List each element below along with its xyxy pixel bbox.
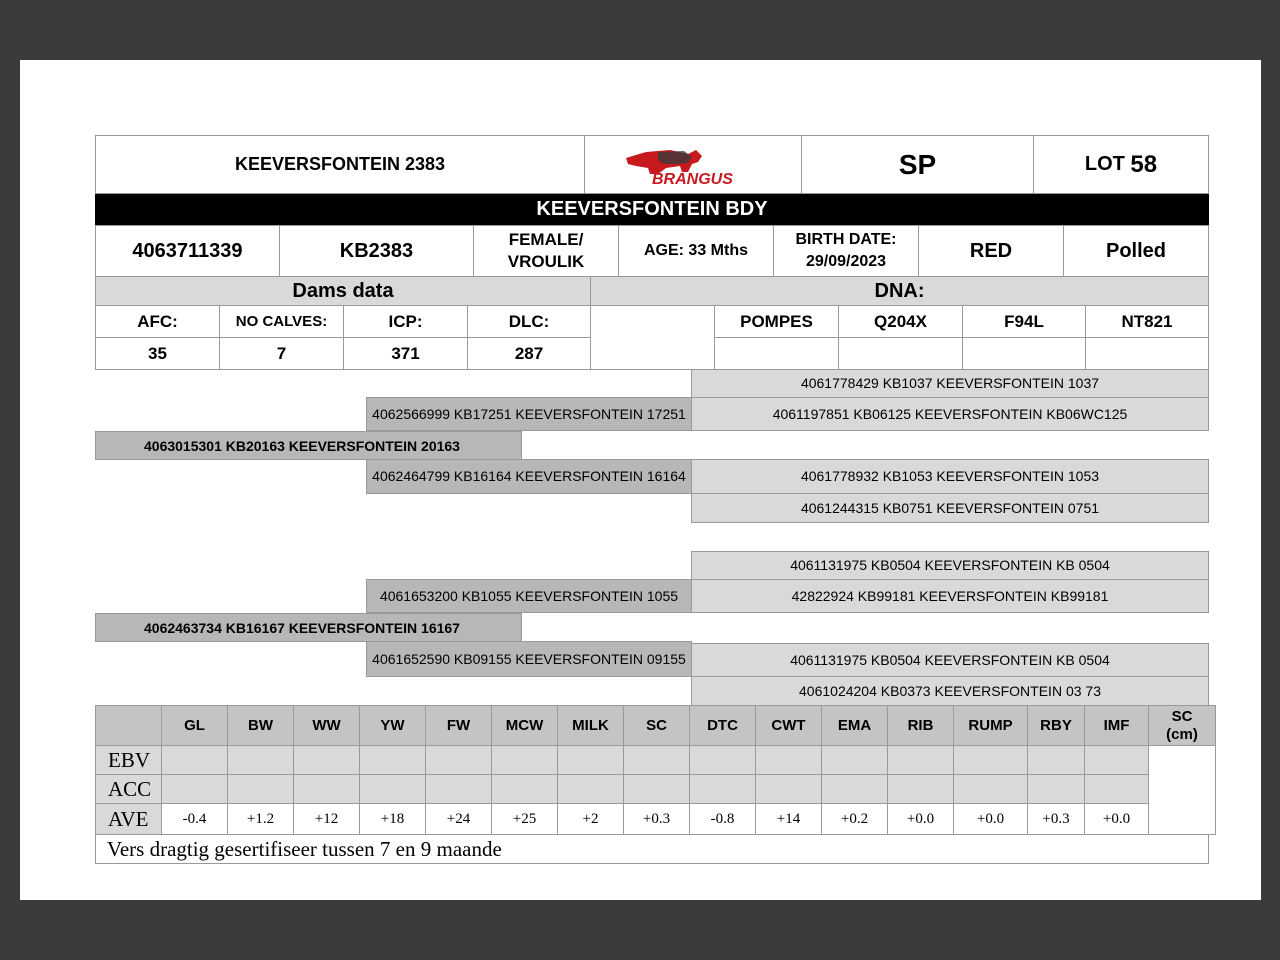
sex-line2: VROULIK — [507, 252, 585, 271]
ebv-value-gl — [161, 745, 228, 775]
dams-header-no-calves: NO CALVES: — [219, 305, 344, 338]
ebv-value-rib — [887, 745, 954, 775]
dna-header-pompes: POMPES — [714, 305, 839, 338]
sex-line1: FEMALE/ — [508, 230, 584, 249]
ebv-col-sc: SC — [623, 705, 690, 746]
acc-value-yw — [359, 774, 426, 804]
acc-value-gl — [161, 774, 228, 804]
pedigree-sire-dam-dam: 4061244315 KB0751 KEEVERSFONTEIN 0751 — [691, 493, 1209, 523]
sex — [473, 225, 619, 277]
ebv-col-sc-cm: SC (cm) — [1148, 705, 1216, 746]
ebv-col-cwt: CWT — [755, 705, 822, 746]
id-number: 4063711339 — [95, 225, 280, 277]
acc-value-fw — [425, 774, 492, 804]
horn-status: Polled — [1063, 225, 1209, 277]
dna-header-nt821: NT821 — [1085, 305, 1209, 338]
dna-value-f94l — [962, 337, 1086, 370]
ebv-col-yw: YW — [359, 705, 426, 746]
ebv-table — [95, 705, 1209, 835]
dna-value-pompes — [714, 337, 839, 370]
acc-value-ww — [293, 774, 360, 804]
ave-value-dtc: -0.8 — [689, 803, 756, 835]
dna-header-q204x: Q204X — [838, 305, 963, 338]
ebv-row-label-ave: AVE — [95, 803, 162, 835]
pedigree-dam: 4062463734 KB16167 KEEVERSFONTEIN 16167 — [95, 613, 522, 642]
ave-value-rib: +0.0 — [887, 803, 954, 835]
svg-text:BRANGUS: BRANGUS — [652, 170, 733, 188]
ebv-col-gl: GL — [161, 705, 228, 746]
animal-name: KEEVERSFONTEIN 2383 — [95, 135, 585, 194]
ebv-row-label-ebv: EBV — [95, 745, 162, 775]
ave-value-gl: -0.4 — [161, 803, 228, 835]
ebv-col-rib: RIB — [887, 705, 954, 746]
birth-date-label: BIRTH DATE: — [795, 231, 897, 248]
acc-value-milk — [557, 774, 624, 804]
breeder-band: KEEVERSFONTEIN BDY — [95, 194, 1209, 225]
ebv-value-ema — [821, 745, 888, 775]
ave-value-sc: +0.3 — [623, 803, 690, 835]
acc-value-mcw — [491, 774, 558, 804]
acc-value-sc — [623, 774, 690, 804]
acc-value-rump — [953, 774, 1028, 804]
ebv-value-rump — [953, 745, 1028, 775]
age: AGE: 33 Mths — [618, 225, 774, 277]
acc-value-ema — [821, 774, 888, 804]
ave-value-ema: +0.2 — [821, 803, 888, 835]
pedigree-dam-sire: 4061653200 KB1055 KEEVERSFONTEIN 1055 — [366, 579, 692, 613]
acc-value-imf — [1084, 774, 1149, 804]
acc-value-bw — [227, 774, 294, 804]
class-code: SP — [801, 135, 1034, 194]
ebv-row-label-acc: ACC — [95, 774, 162, 804]
dams-header-dlc: DLC: — [467, 305, 591, 338]
dams-value-dlc: 287 — [467, 337, 591, 370]
pedigree-dam-dam: 4061652590 KB09155 KEEVERSFONTEIN 09155 — [366, 641, 692, 677]
dna-title: DNA: — [590, 276, 1209, 306]
ebv-value-fw — [425, 745, 492, 775]
acc-value-cwt — [755, 774, 822, 804]
birth-date — [773, 225, 919, 277]
acc-value-dtc — [689, 774, 756, 804]
ebv-value-cwt — [755, 745, 822, 775]
birth-date-value: 29/09/2023 — [805, 253, 887, 270]
pedigree-sire: 4063015301 KB20163 KEEVERSFONTEIN 20163 — [95, 431, 522, 460]
sale-card-page — [20, 60, 1261, 900]
ave-value-mcw: +25 — [491, 803, 558, 835]
pedigree-sire-sire-sire: 4061778429 KB1037 KEEVERSFONTEIN 1037 — [691, 369, 1209, 398]
dna-value-q204x — [838, 337, 963, 370]
lot-label: LOT — [1084, 153, 1125, 175]
ebv-value-milk — [557, 745, 624, 775]
ebv-col-ema: EMA — [821, 705, 888, 746]
lot-number: 58 — [1130, 150, 1158, 178]
lot-box — [1033, 135, 1209, 194]
ebv-value-dtc — [689, 745, 756, 775]
ave-value-rby: +0.3 — [1027, 803, 1085, 835]
pedigree-dam-sire-sire: 4061131975 KB0504 KEEVERSFONTEIN KB 0504 — [691, 551, 1209, 580]
pedigree-sire-dam-sire: 4061778932 KB1053 KEEVERSFONTEIN 1053 — [691, 459, 1209, 494]
acc-value-rib — [887, 774, 954, 804]
ebv-col-dtc: DTC — [689, 705, 756, 746]
ebv-value-ww — [293, 745, 360, 775]
dna-value-nt821 — [1085, 337, 1209, 370]
ebv-col-mcw: MCW — [491, 705, 558, 746]
ebv-value-mcw — [491, 745, 558, 775]
ebv-col-imf: IMF — [1084, 705, 1149, 746]
ave-value-rump: +0.0 — [953, 803, 1028, 835]
ebv-col-rump: RUMP — [953, 705, 1028, 746]
ebv-col-milk: MILK — [557, 705, 624, 746]
colour: RED — [918, 225, 1064, 277]
ebv-value-yw — [359, 745, 426, 775]
dams-header-icp: ICP: — [343, 305, 468, 338]
dna-header-f94l: F94L — [962, 305, 1086, 338]
ave-value-bw: +1.2 — [227, 803, 294, 835]
ebv-value-imf — [1084, 745, 1149, 775]
pedigree-dam-sire-dam: 42822924 KB99181 KEEVERSFONTEIN KB99181 — [691, 579, 1209, 613]
ebv-value-bw — [227, 745, 294, 775]
pedigree-sire-sire: 4062566999 KB17251 KEEVERSFONTEIN 17251 — [366, 397, 692, 431]
pedigree-dam-dam-sire: 4061131975 KB0504 KEEVERSFONTEIN KB 0504 — [691, 643, 1209, 677]
ebv-sc-cm-value — [1148, 745, 1216, 835]
ebv-col-bw: BW — [227, 705, 294, 746]
pedigree-sire-dam: 4062464799 KB16164 KEEVERSFONTEIN 16164 — [366, 459, 692, 494]
ebv-col-rby: RBY — [1027, 705, 1085, 746]
ave-value-cwt: +14 — [755, 803, 822, 835]
ave-value-milk: +2 — [557, 803, 624, 835]
brangus-logo — [584, 135, 802, 194]
dams-value-icp: 371 — [343, 337, 468, 370]
ave-value-fw: +24 — [425, 803, 492, 835]
dams-data-title: Dams data — [95, 276, 591, 306]
ebv-col-fw: FW — [425, 705, 492, 746]
ave-value-imf: +0.0 — [1084, 803, 1149, 835]
pedigree-dam-dam-dam: 4061024204 KB0373 KEEVERSFONTEIN 03 73 — [691, 676, 1209, 706]
dna-blank-cell — [590, 305, 715, 370]
acc-value-rby — [1027, 774, 1085, 804]
dams-value-afc: 35 — [95, 337, 220, 370]
brangus-logo-icon — [618, 142, 768, 188]
pregnancy-note: Vers dragtig gesertifiseer tussen 7 en 9 maande — [95, 834, 1209, 864]
ebv-corner — [95, 705, 162, 746]
ebv-col-ww: WW — [293, 705, 360, 746]
ave-value-yw: +18 — [359, 803, 426, 835]
dams-header-afc: AFC: — [95, 305, 220, 338]
ave-value-ww: +12 — [293, 803, 360, 835]
dams-value-no-calves: 7 — [219, 337, 344, 370]
pedigree-sire-sire-dam: 4061197851 KB06125 KEEVERSFONTEIN KB06WC125 — [691, 397, 1209, 431]
tag-number: KB2383 — [279, 225, 474, 277]
ebv-value-rby — [1027, 745, 1085, 775]
ebv-value-sc — [623, 745, 690, 775]
